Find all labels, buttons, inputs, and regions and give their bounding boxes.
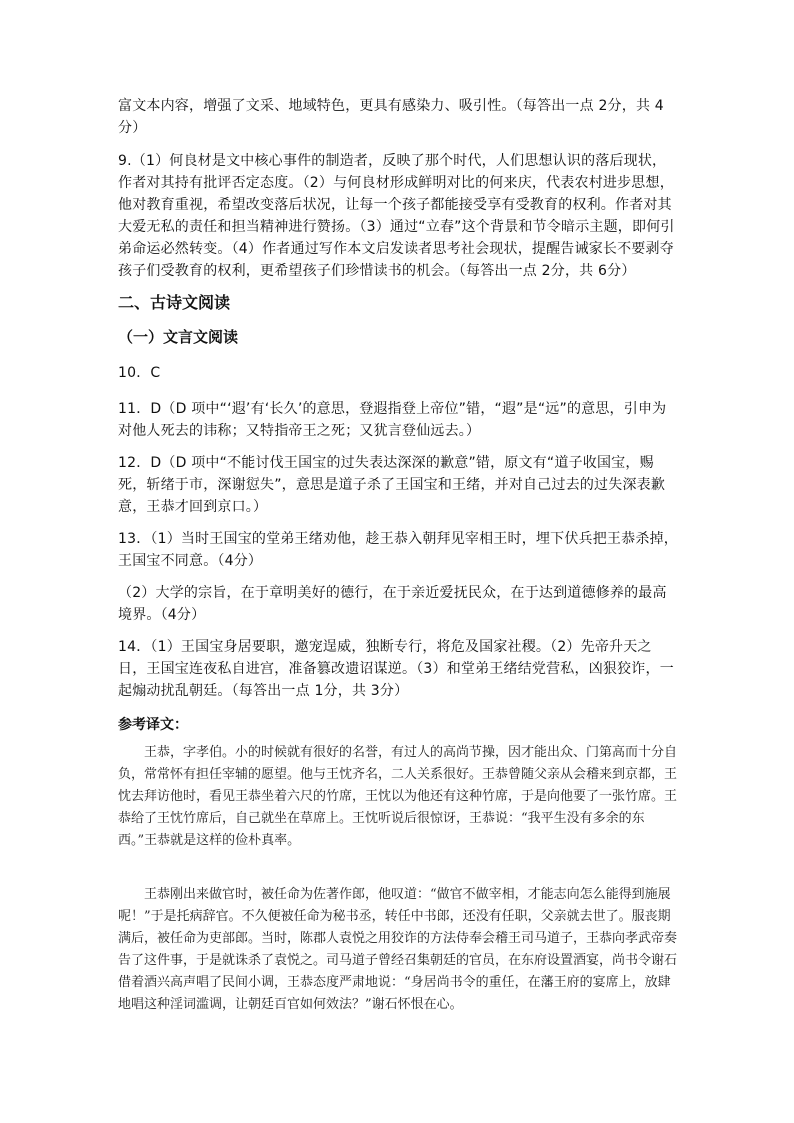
subsection-heading: （一）文言文阅读 — [118, 328, 239, 346]
answer-13-1: 13．（1）当时王国宝的堂弟王绪劝他，趁王恭入朝拜见宰相王时，埋下伏兵把王恭杀掉，王国宝不同意。（4分） — [118, 531, 678, 569]
answer-12: 12．D（D 项中“不能讨伐王国宝的过失表达深深的歉意”错，原文有“道子收国宝，赐死，斩绪于市，深谢愆失”，意思是道子杀了王国宝和王绪，并对自己过去的过失深表歉意，王恭才回到京口。） — [118, 455, 666, 515]
answer-14: 14．（1）王国宝身居要职，邀宠逞威，独断专行，将危及国家社稷。（2）先帝升天之日，王国宝连夜私自进宫，准备篡改遗诏谋逆。（3）和堂弟王绪结党营私，凶狠狡诈，一起煽动扰乱朝廷。（每答出一点 1分，共 3分） — [118, 639, 674, 699]
translation-paragraph-2: 王恭刚出来做官时，被任命为佐著作郎，他叹道：“做官不做宰相，才能志向怎么能得到施展呢！”于是托病辞官。不久便被任命为秘书丞，转任中书郎，还没有任职，父亲就去世了。服丧期满后，被任命为吏部郎。当时，陈郡人袁悦之用狡诈的方法侍奉会稽王司马道子，王恭向孝武帝奏告了这件事，于是就诛杀了袁悦之。司马道子曾经召集朝廷的官员，在东府设置酒宴，尚书令谢石借着酒兴高声唱了民间小调，王恭态度严肃地说：“身居尚书令的重任，在藩王府的宴席上，放肆地唱这种淫词滥调，让朝廷百官如何效法？”谢石怀恨在心。 — [118, 887, 678, 1012]
answer-9: 9.（1）何良材是文中核心事件的制造者，反映了那个时代，人们思想认识的落后现状，作者对其持有批评否定态度。（2）与何良材形成鲜明对比的何来庆，代表农村进步思想，他对教育重视，希望改变落后状况，让每一个孩子都能接受享有受教育的权利。作者对其大爱无私的责任和担当精神进行赞扬。（3）通过“立春”这个背景和节令暗示主题，即何引弟命运必然转变。（4）作者通过写作本文启发读者思考社会现状，提醒告诫家长不要剥夺孩子们受教育的权利，更希望孩子们珍惜读书的机会。（每答出一点 2分，共 6分） — [118, 153, 675, 279]
section-heading: 二、古诗文阅读 — [118, 293, 231, 312]
answer-10: 10．C — [118, 365, 161, 381]
reference-heading: 参考译文： — [118, 717, 188, 733]
answer-13-2: （2）大学的宗旨，在于章明美好的德行，在于亲近爱抚民众，在于达到道德修养的最高境界。（4分） — [118, 585, 667, 623]
answer-11: 11．D（D 项中“‘遐’有‘长久’的意思，登遐指登上帝位”错，“遐”是“远”的意思，引申为对他人死去的讳称；又特指帝王之死；又犹言登仙远去。） — [118, 401, 667, 439]
translation-paragraph-1: 王恭，字孝伯。小的时候就有很好的名誉，有过人的高尚节操，因才能出众、门第高而十分自负，常常怀有担任宰辅的愿望。他与王忱齐名，二人关系很好。王恭曾随父亲从会稽来到京都，王忱去拜访他时，看见王恭坐着六尺的竹席，王忱以为他还有这种竹席，于是向他要了一张竹席。王恭给了王忱竹席后，自己就坐在草席上。王忱听说后很惊讶，王恭说：“我平生没有多余的东西。”王恭就是这样的俭朴真率。 — [118, 745, 678, 848]
answer-8-tail: 富文本内容，增强了文采、地域特色，更具有感染力、吸引性。（每答出一点 2分，共 4分） — [118, 98, 664, 136]
